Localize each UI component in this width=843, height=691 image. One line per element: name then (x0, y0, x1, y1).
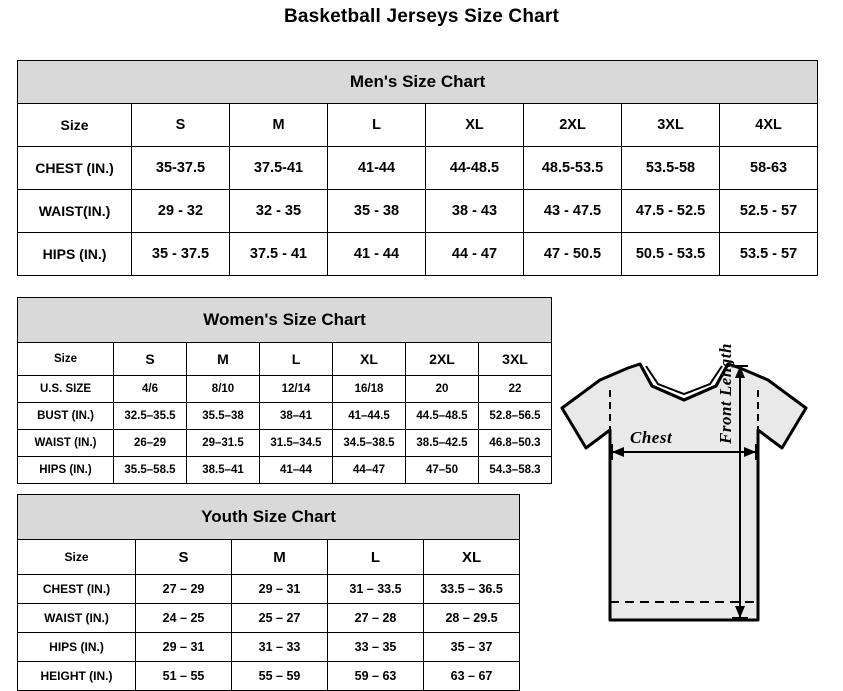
row-header: WAIST(IN.) (18, 190, 132, 233)
row-header: HIPS (IN.) (18, 233, 132, 276)
table-cell: 27 – 29 (136, 575, 232, 604)
table-cell: 53.5 - 57 (720, 233, 818, 276)
column-header: S (136, 540, 232, 575)
column-header: Size (18, 104, 132, 147)
mens-size-table (17, 60, 818, 276)
table-cell: 54.3–58.3 (479, 457, 552, 484)
row-header: CHEST (IN.) (18, 147, 132, 190)
table-cell: 44–47 (333, 457, 406, 484)
table-cell: 63 – 67 (424, 662, 520, 691)
table-cell: 16/18 (333, 376, 406, 403)
mens-size-chart (17, 60, 817, 276)
column-header: XL (333, 343, 406, 376)
table-cell: 35.5–38 (187, 403, 260, 430)
table-row (18, 662, 520, 691)
row-header: HIPS (IN.) (18, 457, 114, 484)
column-header: Size (18, 343, 114, 376)
table-cell: 37.5 - 41 (230, 233, 328, 276)
column-header: M (230, 104, 328, 147)
table-cell: 26–29 (114, 430, 187, 457)
column-header: Size (18, 540, 136, 575)
table-cell: 52.5 - 57 (720, 190, 818, 233)
table-cell: 12/14 (260, 376, 333, 403)
measurement-diagram (540, 330, 840, 670)
tshirt-icon (540, 330, 840, 670)
column-header: L (328, 540, 424, 575)
table-cell: 58-63 (720, 147, 818, 190)
column-header: L (328, 104, 426, 147)
womens-size-chart (17, 297, 551, 484)
table-cell: 31 – 33.5 (328, 575, 424, 604)
row-header: HIPS (IN.) (18, 633, 136, 662)
table-header-row (18, 104, 818, 147)
row-header: WAIST (IN.) (18, 430, 114, 457)
column-header: S (114, 343, 187, 376)
table-cell: 44 - 47 (426, 233, 524, 276)
table-caption-row (18, 61, 818, 104)
table-cell: 46.8–50.3 (479, 430, 552, 457)
row-header: HEIGHT (IN.) (18, 662, 136, 691)
table-cell: 47 - 50.5 (524, 233, 622, 276)
row-header: U.S. SIZE (18, 376, 114, 403)
table-row (18, 376, 552, 403)
table-cell: 35 – 37 (424, 633, 520, 662)
column-header: M (187, 343, 260, 376)
column-header: 4XL (720, 104, 818, 147)
table-cell: 38–41 (260, 403, 333, 430)
table-cell: 41-44 (328, 147, 426, 190)
table-cell: 47.5 - 52.5 (622, 190, 720, 233)
table-header-row (18, 540, 520, 575)
youth-size-table (17, 494, 520, 691)
table-cell: 52.8–56.5 (479, 403, 552, 430)
table-cell: 48.5-53.5 (524, 147, 622, 190)
table-cell: 32.5–35.5 (114, 403, 187, 430)
table-cell: 24 – 25 (136, 604, 232, 633)
table-cell: 29 - 32 (132, 190, 230, 233)
womens-table-caption: Women's Size Chart (18, 298, 552, 343)
table-cell: 8/10 (187, 376, 260, 403)
column-header: S (132, 104, 230, 147)
table-cell: 35 - 37.5 (132, 233, 230, 276)
womens-size-table (17, 297, 552, 484)
table-cell: 35.5–58.5 (114, 457, 187, 484)
table-cell: 29 – 31 (232, 575, 328, 604)
table-cell: 43 - 47.5 (524, 190, 622, 233)
table-cell: 59 – 63 (328, 662, 424, 691)
table-cell: 38.5–42.5 (406, 430, 479, 457)
table-cell: 41–44 (260, 457, 333, 484)
page-title: Basketball Jerseys Size Chart (283, 6, 560, 27)
table-cell: 51 – 55 (136, 662, 232, 691)
table-caption-row (18, 495, 520, 540)
table-row (18, 430, 552, 457)
table-row (18, 575, 520, 604)
column-header: 2XL (524, 104, 622, 147)
table-row (18, 403, 552, 430)
table-cell: 38.5–41 (187, 457, 260, 484)
table-cell: 34.5–38.5 (333, 430, 406, 457)
table-row (18, 147, 818, 190)
table-row (18, 457, 552, 484)
table-cell: 31 – 33 (232, 633, 328, 662)
table-cell: 35 - 38 (328, 190, 426, 233)
chest-label: Chest (630, 428, 673, 447)
table-row (18, 604, 520, 633)
mens-table-caption: Men's Size Chart (18, 61, 818, 104)
table-cell: 29–31.5 (187, 430, 260, 457)
table-cell: 28 – 29.5 (424, 604, 520, 633)
column-header: XL (426, 104, 524, 147)
table-row (18, 233, 818, 276)
table-cell: 55 – 59 (232, 662, 328, 691)
table-row (18, 190, 818, 233)
table-cell: 4/6 (114, 376, 187, 403)
table-cell: 37.5-41 (230, 147, 328, 190)
table-cell: 22 (479, 376, 552, 403)
column-header: 2XL (406, 343, 479, 376)
table-cell: 27 – 28 (328, 604, 424, 633)
table-cell: 38 - 43 (426, 190, 524, 233)
column-header: 3XL (622, 104, 720, 147)
column-header: M (232, 540, 328, 575)
table-row (18, 633, 520, 662)
table-cell: 41–44.5 (333, 403, 406, 430)
table-cell: 25 – 27 (232, 604, 328, 633)
column-header: L (260, 343, 333, 376)
row-header: WAIST (IN.) (18, 604, 136, 633)
table-cell: 32 - 35 (230, 190, 328, 233)
table-header-row (18, 343, 552, 376)
youth-table-caption: Youth Size Chart (18, 495, 520, 540)
column-header: 3XL (479, 343, 552, 376)
table-cell: 33 – 35 (328, 633, 424, 662)
row-header: BUST (IN.) (18, 403, 114, 430)
table-cell: 33.5 – 36.5 (424, 575, 520, 604)
table-cell: 20 (406, 376, 479, 403)
table-cell: 44.5–48.5 (406, 403, 479, 430)
front-length-label: Front Length (716, 343, 735, 444)
table-cell: 50.5 - 53.5 (622, 233, 720, 276)
table-cell: 29 – 31 (136, 633, 232, 662)
table-cell: 31.5–34.5 (260, 430, 333, 457)
table-cell: 53.5-58 (622, 147, 720, 190)
row-header: CHEST (IN.) (18, 575, 136, 604)
table-cell: 44-48.5 (426, 147, 524, 190)
table-cell: 35-37.5 (132, 147, 230, 190)
column-header: XL (424, 540, 520, 575)
table-caption-row (18, 298, 552, 343)
youth-size-chart (17, 494, 519, 691)
table-cell: 41 - 44 (328, 233, 426, 276)
table-cell: 47–50 (406, 457, 479, 484)
